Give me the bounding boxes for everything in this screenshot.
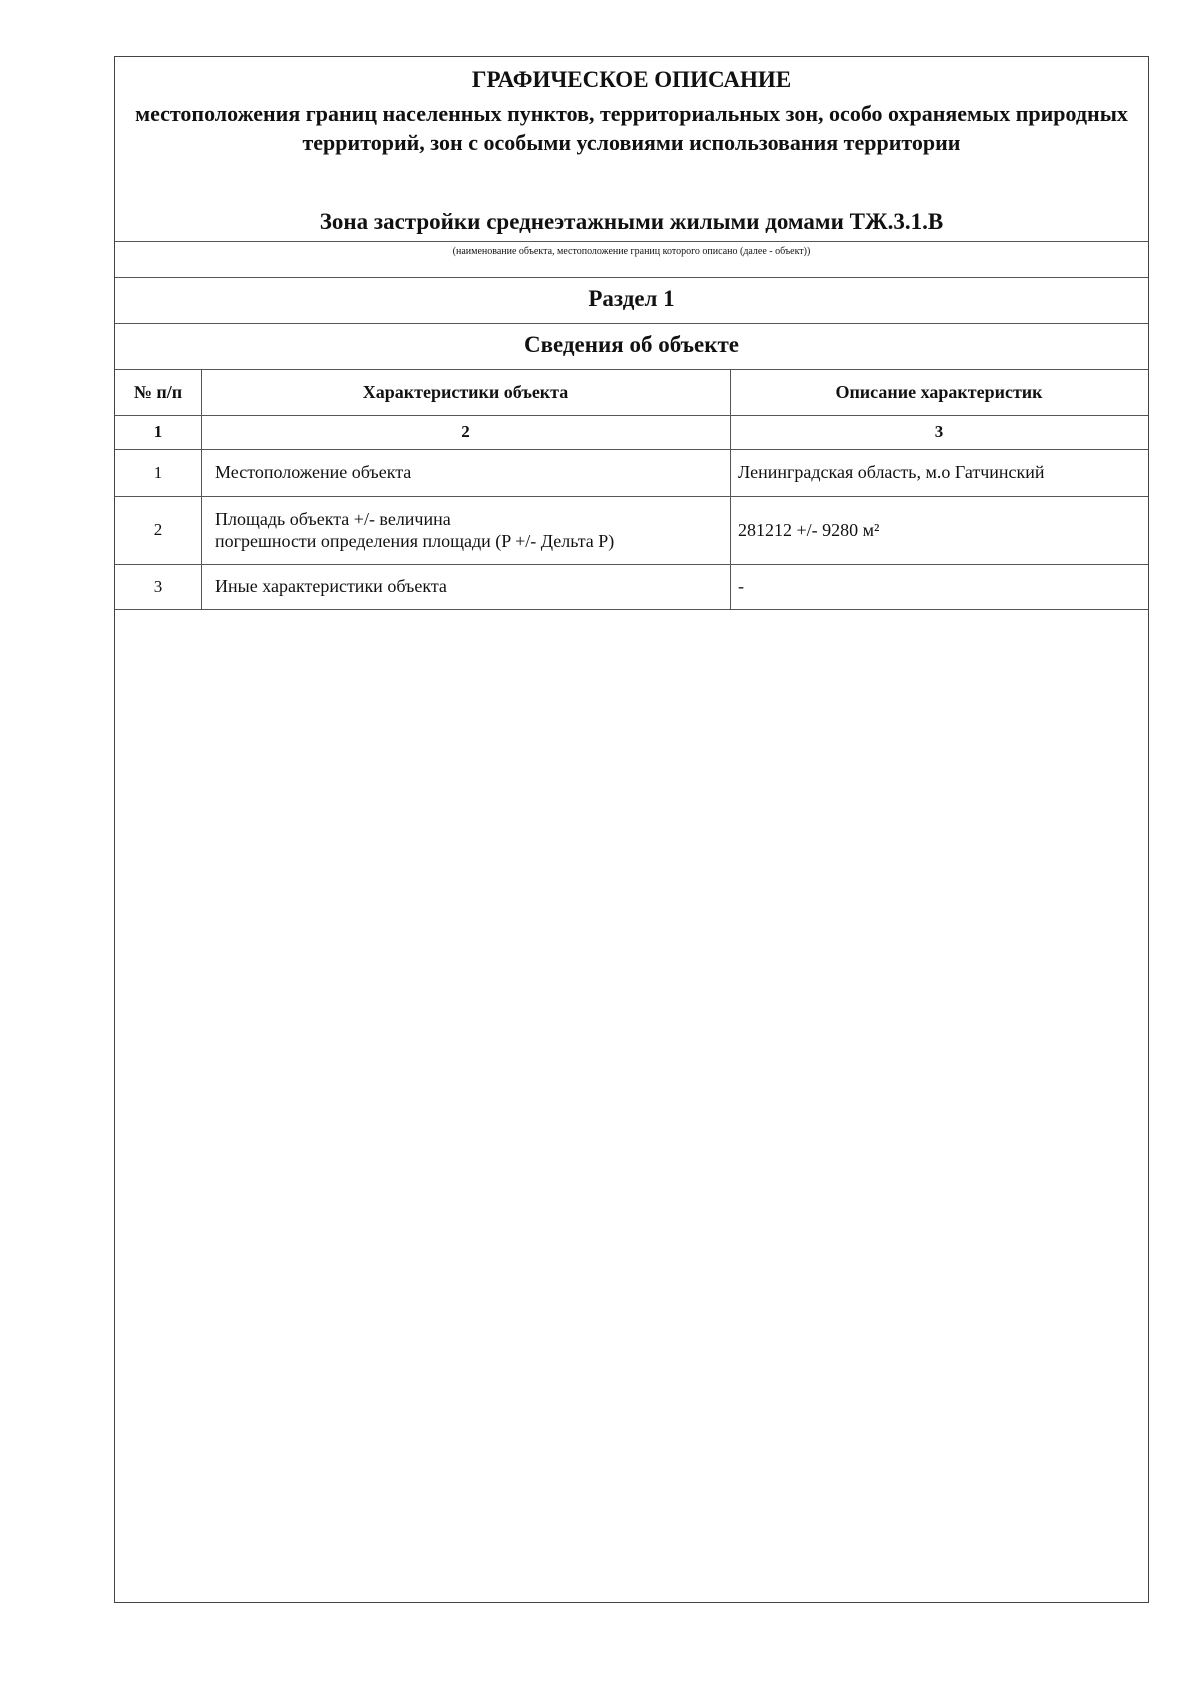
document-title: ГРАФИЧЕСКОЕ ОПИСАНИЕ bbox=[471, 67, 792, 92]
divider bbox=[115, 323, 1148, 324]
table-header-description: Описание характеристик bbox=[835, 381, 1043, 402]
table-header-characteristic: Характеристики объекта bbox=[362, 381, 569, 402]
row-characteristic bbox=[201, 496, 730, 564]
divider bbox=[115, 241, 1148, 242]
object-name: Зона застройки среднеэтажными жилыми домами ТЖ.3.1.В bbox=[319, 209, 944, 234]
row-characteristic-line: погрешности определения площади (P +/- Дельта P) bbox=[215, 531, 615, 551]
row-number: 1 bbox=[153, 462, 163, 482]
document-subtitle: местоположения границ населенных пунктов, территориальных зон, особо охраняемых природных территорий, зон с особыми условиями использования территории bbox=[135, 101, 1128, 155]
section-title: Сведения об объекте bbox=[523, 332, 740, 357]
row-number: 3 bbox=[153, 576, 163, 596]
row-number: 2 bbox=[153, 520, 163, 539]
object-caption: (наименование объекта, местоположение границ которого описано (далее - объект)) bbox=[452, 246, 811, 257]
table-divider bbox=[115, 609, 1148, 610]
document-frame bbox=[114, 56, 1149, 1603]
section-label: Раздел 1 bbox=[588, 286, 675, 311]
row-description: - bbox=[738, 576, 744, 596]
row-characteristic-line: Площадь объекта +/- величина bbox=[215, 509, 451, 529]
column-number: 1 bbox=[153, 422, 163, 441]
row-description: Ленинградская область, м.о Гатчинский bbox=[738, 462, 1045, 482]
row-description: 281212 +/- 9280 м² bbox=[738, 519, 880, 540]
column-number: 3 bbox=[934, 422, 944, 441]
row-characteristic: Иные характеристики объекта bbox=[215, 576, 447, 596]
row-characteristic: Местоположение объекта bbox=[215, 462, 412, 482]
divider bbox=[115, 277, 1148, 278]
table-header-number: № п/п bbox=[133, 381, 183, 402]
column-number: 2 bbox=[461, 422, 470, 441]
